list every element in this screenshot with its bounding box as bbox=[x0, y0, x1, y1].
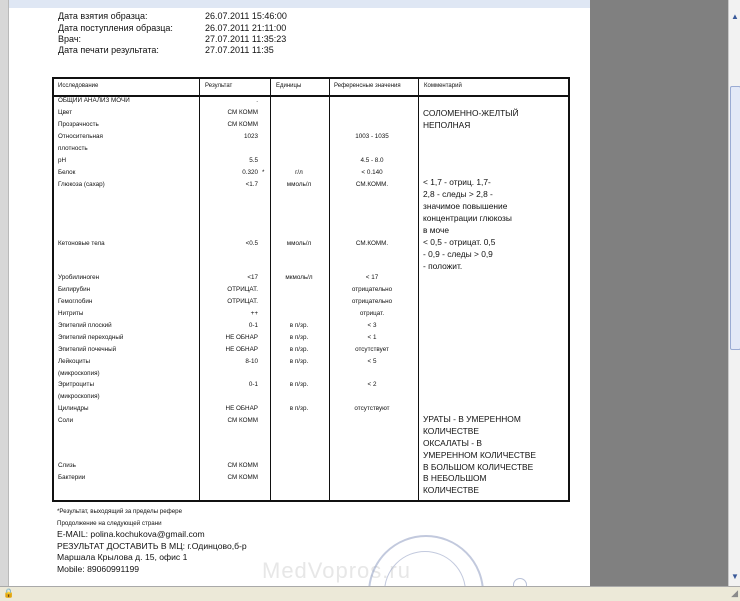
table-cell-result: <1.7 bbox=[245, 181, 258, 188]
watermark: MedVopros.ru bbox=[262, 558, 411, 583]
vertical-scrollbar[interactable] bbox=[728, 0, 740, 586]
comment-line: НЕПОЛНАЯ bbox=[423, 120, 471, 130]
table-cell-result: СМ КОММ bbox=[227, 474, 258, 481]
table-cell-name: Слизь bbox=[58, 462, 76, 469]
table-cell-unit: г/л bbox=[295, 169, 303, 176]
table-cell-ref: < 2 bbox=[367, 381, 377, 388]
table-cell-name: ОБЩИЙ АНАЛИЗ МОЧИ bbox=[58, 97, 130, 104]
table-cell-ref: СМ.КОММ. bbox=[355, 240, 389, 247]
table-cell-result: СМ КОММ bbox=[227, 109, 258, 116]
table-cell-ref: 4.5 - 8.0 bbox=[360, 157, 384, 164]
table-cell-ref: < 5 bbox=[367, 358, 377, 365]
table-cell-name: плотность bbox=[58, 145, 88, 152]
header-label-doctor: Врач: bbox=[58, 34, 82, 44]
table-cell-result: ОТРИЦАТ. bbox=[227, 298, 258, 305]
table-cell-unit: в п/зр. bbox=[289, 322, 309, 329]
table-cell-name: Нитриты bbox=[58, 310, 84, 317]
table-cell-name: (микроскопия) bbox=[58, 393, 100, 400]
comment-line: < 0,5 - отрицат. 0,5 bbox=[423, 237, 496, 247]
table-cell-name: Билирубин bbox=[58, 286, 91, 293]
table-cell-name: Эпителий плоский bbox=[58, 322, 112, 329]
table-cell-ref: отрицательно bbox=[351, 298, 393, 305]
table-cell-result: СМ КОММ bbox=[227, 417, 258, 424]
table-cell-ref: < 3 bbox=[367, 322, 377, 329]
table-cell-name: Эпителий почечный bbox=[58, 346, 117, 353]
table-cell-ref: 1003 - 1035 bbox=[355, 133, 389, 140]
table-cell-name: Эпителий переходный bbox=[58, 334, 124, 341]
table-cell-name: Белок bbox=[58, 169, 76, 176]
comment-line: значимое повышение bbox=[423, 201, 508, 211]
comment-line: - 0,9 - следы > 0,9 bbox=[423, 249, 493, 259]
footer-email: E-MAIL: polina.kochukova@gmail.com bbox=[57, 529, 205, 539]
window-top-edge bbox=[0, 0, 590, 8]
table-cell-ref: отрицательно bbox=[351, 286, 393, 293]
table-cell-ref: СМ.КОММ. bbox=[355, 181, 389, 188]
table-cell-result: . bbox=[256, 97, 258, 104]
table-cell-result: НЕ ОБНАР bbox=[225, 346, 258, 353]
table-cell-flag: * bbox=[262, 169, 265, 176]
table-cell-name: Глюкоза (сахар) bbox=[58, 181, 105, 188]
table-cell-result: 0-1 bbox=[248, 322, 258, 329]
table-cell-ref: < 1 bbox=[367, 334, 377, 341]
table-cell-result: НЕ ОБНАР bbox=[225, 334, 258, 341]
table-cell-name: (микроскопия) bbox=[58, 370, 100, 377]
table-cell-name: Кетоновые тела bbox=[58, 240, 105, 247]
stamp-seal bbox=[368, 535, 484, 586]
table-cell-unit: в п/зр. bbox=[289, 381, 309, 388]
table-cell-name: Соли bbox=[58, 417, 74, 424]
comment-line: < 1,7 - отриц. 1,7- bbox=[423, 177, 491, 187]
table-cell-name: Бактерии bbox=[58, 474, 86, 481]
column-header-reference: Референсные значения bbox=[334, 83, 401, 89]
chevron-down-icon[interactable]: ▼ bbox=[731, 572, 739, 581]
scrollbar-thumb[interactable] bbox=[730, 86, 740, 350]
comment-line: КОЛИЧЕСТВЕ bbox=[423, 485, 479, 495]
footer-address: Маршала Крылова д. 15, офис 1 bbox=[57, 552, 188, 562]
table-cell-name: pH bbox=[58, 157, 67, 164]
column-header-units: Единицы bbox=[276, 83, 302, 89]
header-value-doctor: 27.07.2011 11:35:23 bbox=[205, 34, 287, 44]
footnote-continued: Продолжение на следующей страни bbox=[57, 520, 162, 527]
table-cell-ref: < 17 bbox=[365, 274, 379, 281]
header-label-print-date: Дата печати результата: bbox=[58, 45, 159, 55]
table-cell-result: 0-1 bbox=[248, 381, 258, 388]
table-cell-name: Эритроциты bbox=[58, 381, 94, 388]
table-cell-unit: в п/зр. bbox=[289, 346, 309, 353]
table-cell-ref: отсутствуют bbox=[354, 405, 390, 412]
table-cell-result: 1023 bbox=[243, 133, 258, 140]
table-cell-ref: < 0.140 bbox=[361, 169, 383, 176]
comment-line: концентрации глюкозы bbox=[423, 213, 512, 223]
table-cell-result: <0.5 bbox=[245, 240, 258, 247]
column-header-comment: Комментарий bbox=[424, 83, 462, 89]
table-cell-ref: отрицат. bbox=[359, 310, 385, 317]
table-cell-name: Уробилиноген bbox=[58, 274, 100, 281]
comment-line: СОЛОМЕННО-ЖЕЛТЫЙ bbox=[423, 108, 519, 118]
table-cell-name: Цилиндры bbox=[58, 405, 89, 412]
table-cell-result: 8-10 bbox=[245, 358, 258, 365]
comment-line: 2,8 - следы > 2,8 - bbox=[423, 189, 493, 199]
header-label-sample-taken: Дата взятия образца: bbox=[58, 11, 148, 21]
table-cell-result: ОТРИЦАТ. bbox=[227, 286, 258, 293]
comment-line: КОЛИЧЕСТВЕ bbox=[423, 426, 479, 436]
header-value-sample-received: 26.07.2011 21:11:00 bbox=[205, 23, 287, 33]
chevron-up-icon[interactable]: ▲ bbox=[731, 12, 739, 21]
footnote-out-of-range: *Результат, выходящий за пределы рефере bbox=[57, 508, 183, 515]
table-cell-unit: ммоль/л bbox=[286, 181, 312, 188]
table-cell-name: Гемоглобин bbox=[58, 298, 93, 305]
header-value-print-date: 27.07.2011 11:35 bbox=[205, 45, 274, 55]
table-cell-ref: отсутствует bbox=[355, 346, 389, 353]
table-cell-name: Относительная bbox=[58, 133, 103, 140]
comment-line: УМЕРЕННОМ КОЛИЧЕСТВЕ bbox=[423, 450, 536, 460]
table-cell-unit: в п/зр. bbox=[289, 405, 309, 412]
table-cell-result: НЕ ОБНАР bbox=[225, 405, 258, 412]
table-cell-result: СМ КОММ bbox=[227, 462, 258, 469]
table-cell-unit: в п/зр. bbox=[289, 334, 309, 341]
table-cell-name: Лейкоциты bbox=[58, 358, 91, 365]
comment-line: В БОЛЬШОМ КОЛИЧЕСТВЕ bbox=[423, 462, 534, 472]
table-cell-result: 5.5 bbox=[249, 157, 258, 164]
header-value-sample-taken: 26.07.2011 15:46:00 bbox=[205, 11, 287, 21]
footer-deliver: РЕЗУЛЬТАТ ДОСТАВИТЬ В МЦ: г.Одинцово,б-р bbox=[57, 541, 247, 551]
column-header-result: Результат bbox=[205, 83, 233, 89]
table-cell-unit: в п/зр. bbox=[289, 358, 309, 365]
table-cell-result: 0.320 bbox=[242, 169, 258, 176]
footer-mobile: Mobile: 89060991199 bbox=[57, 564, 140, 574]
comment-line: ОКСАЛАТЫ - В bbox=[423, 438, 482, 448]
table-cell-result: ++ bbox=[250, 310, 258, 317]
table-cell-result: СМ КОММ bbox=[227, 121, 258, 128]
table-cell-unit: ммоль/л bbox=[286, 240, 312, 247]
table-cell-unit: мкмоль/л bbox=[285, 274, 313, 281]
stamp-mark bbox=[513, 578, 527, 586]
resize-grip-icon[interactable]: ◢ bbox=[731, 588, 738, 598]
status-bar bbox=[0, 586, 740, 601]
table-cell-name: Цвет bbox=[58, 109, 73, 116]
lock-icon: 🔒 bbox=[3, 588, 15, 598]
table-cell-result: <17 bbox=[247, 274, 258, 281]
header-label-sample-received: Дата поступления образца: bbox=[58, 23, 173, 33]
table-cell-name: Прозрачность bbox=[58, 121, 99, 128]
comment-line: в моче bbox=[423, 225, 450, 235]
comment-line: УРАТЫ - В УМЕРЕННОМ bbox=[423, 414, 521, 424]
comment-line: В НЕБОЛЬШОМ bbox=[423, 473, 487, 483]
left-margin-bar bbox=[0, 0, 9, 586]
column-header-test: Исследование bbox=[58, 83, 99, 89]
comment-line: - положит. bbox=[423, 261, 463, 271]
